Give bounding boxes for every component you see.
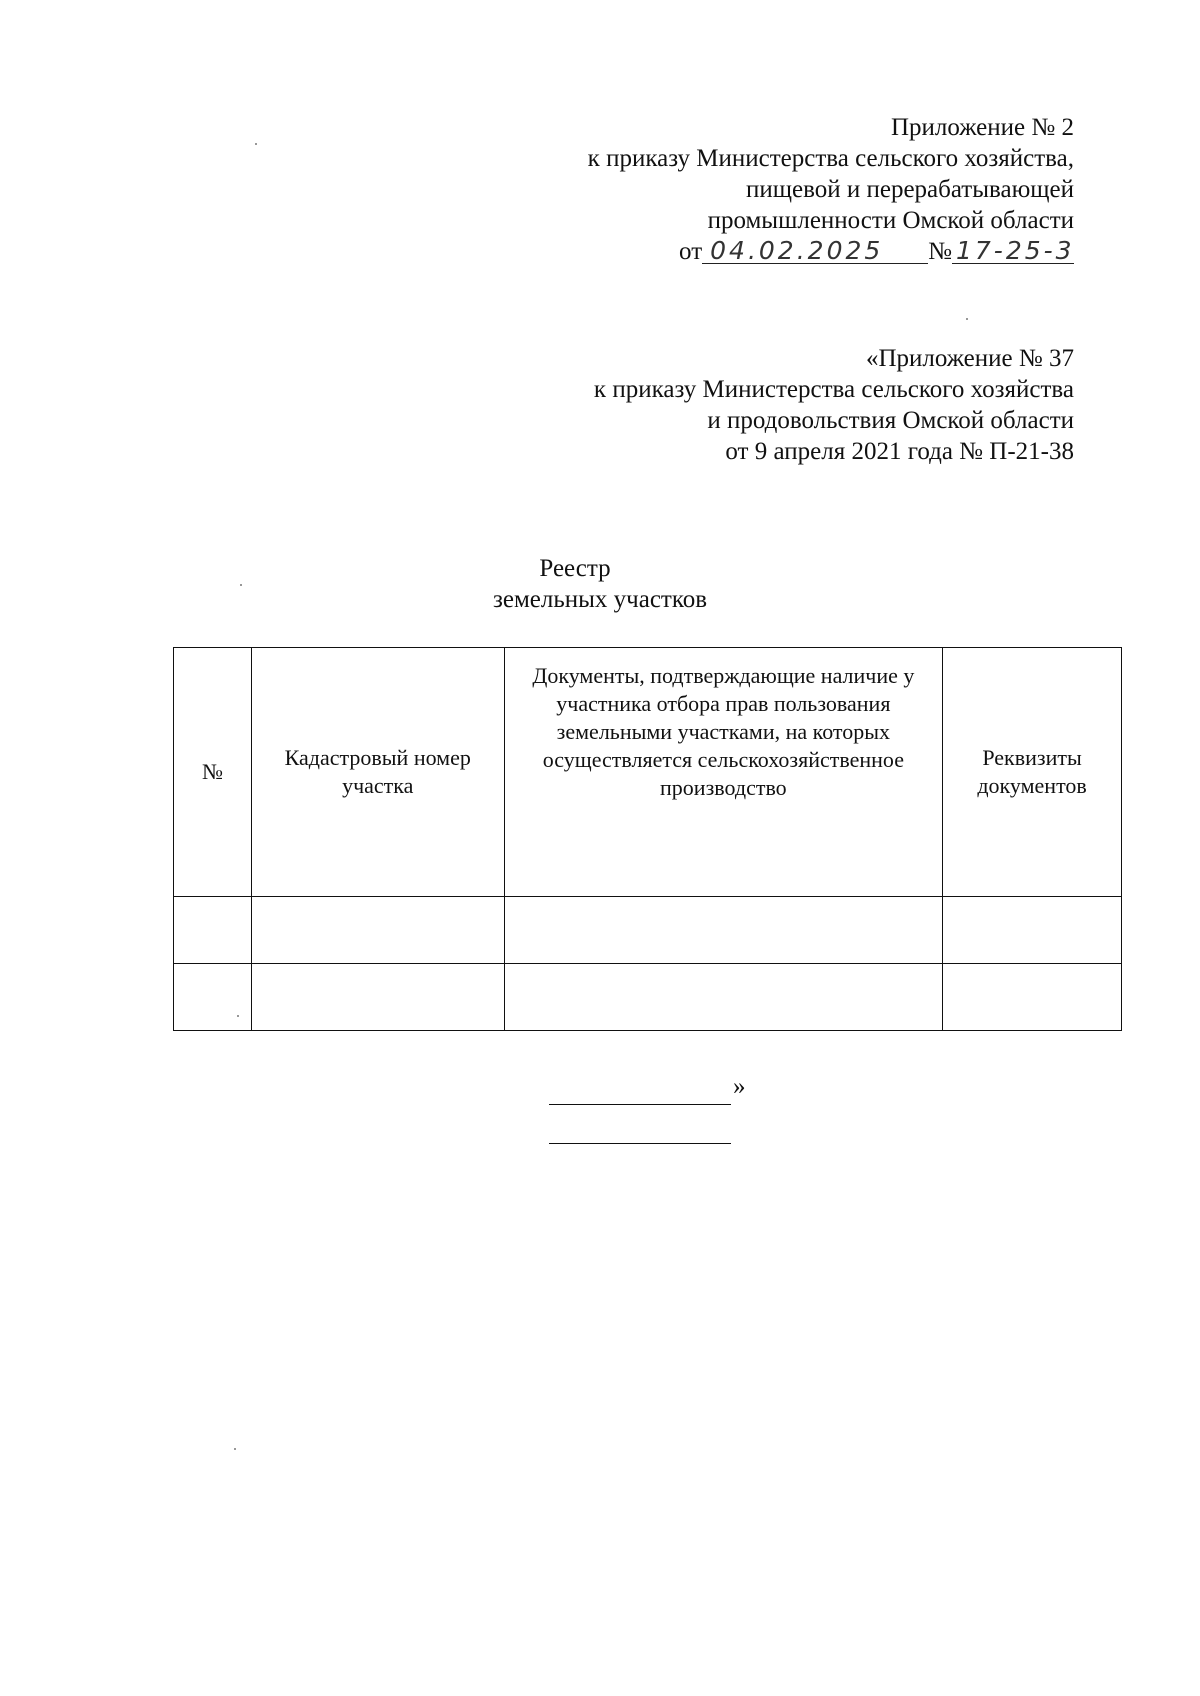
registry-title-line-1: Реестр (539, 555, 611, 582)
appendix-37-header (594, 343, 1074, 467)
table-row (174, 897, 1122, 964)
table-cell (504, 964, 943, 1031)
appendix-37-title: «Приложение № 37 (865, 345, 1074, 372)
header-documents: Документы, подтверждающие наличие у участника отбора прав пользования земельными участками, на которых осуществляется сельскохозяйственное производство (504, 648, 943, 897)
table-cell (943, 964, 1122, 1031)
table-cell (174, 964, 252, 1031)
appendix-2-header (588, 112, 1074, 267)
table-cell (943, 897, 1122, 964)
handwritten-number: 17-25-3 (952, 239, 1074, 264)
end-separator-line (549, 1143, 731, 1144)
closing-signature-line (549, 1074, 731, 1105)
scan-speck (234, 1448, 236, 1450)
table-cell (251, 897, 504, 964)
closing-quote: » (733, 1073, 746, 1100)
table-header-row (174, 648, 1122, 897)
scan-speck (966, 318, 968, 320)
appendix-37-order-line: к приказу Министерства сельского хозяйства (593, 376, 1074, 403)
table-row (174, 964, 1122, 1031)
scan-speck (255, 143, 257, 145)
appendix-2-title: Приложение № 2 (890, 114, 1074, 141)
table-cell (504, 897, 943, 964)
appendix-2-region-line: промышленности Омской области (707, 207, 1074, 234)
registry-title (0, 553, 1200, 615)
scan-speck (240, 584, 242, 586)
header-cadastral-number: Кадастровый номер участка (251, 648, 504, 897)
table-cell (251, 964, 504, 1031)
header-number: № (174, 648, 252, 897)
appendix-2-date-number-line (588, 236, 1074, 267)
number-label: № (928, 238, 952, 265)
scan-speck (237, 1015, 239, 1017)
appendix-37-date-line: от 9 апреля 2021 года № П-21-38 (725, 438, 1074, 465)
from-label: от (679, 238, 703, 265)
appendix-2-ministry-line: пищевой и перерабатывающей (745, 176, 1074, 203)
appendix-2-order-line: к приказу Министерства сельского хозяйства, (587, 145, 1074, 172)
registry-title-line-2: земельных участков (492, 586, 708, 613)
table-cell (174, 897, 252, 964)
appendix-37-ministry-line: и продовольствия Омской области (707, 407, 1074, 434)
land-plots-registry-table (173, 647, 1122, 1031)
header-document-details: Реквизиты документов (943, 648, 1122, 897)
handwritten-date: 04.02.2025 (702, 239, 928, 264)
